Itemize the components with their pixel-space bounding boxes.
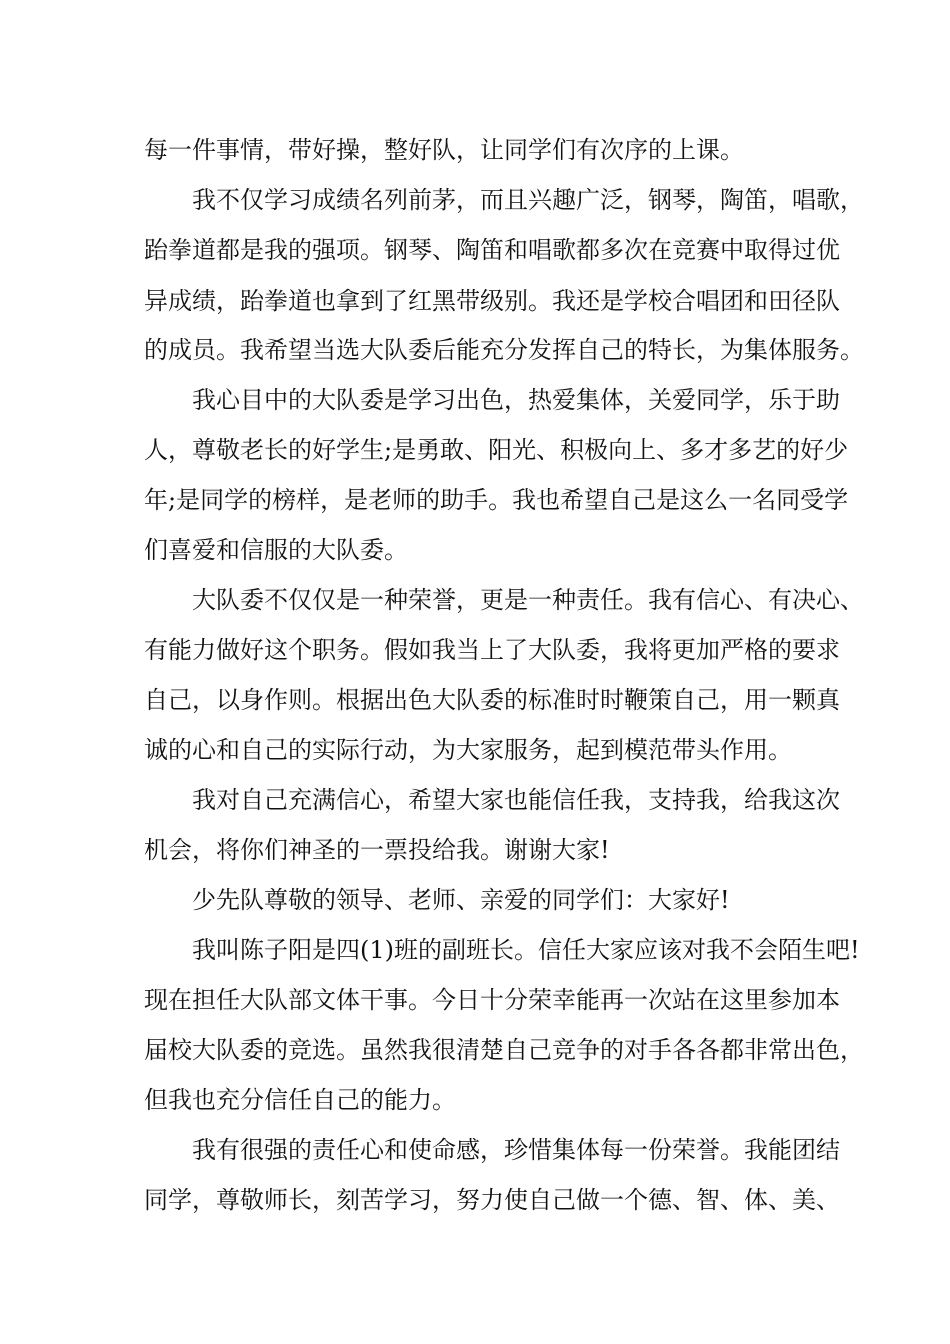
text-line: 有能力做好这个职务。假如我当上了大队委，我将更加严格的要求 — [144, 636, 840, 664]
text-line: 现在担任大队部文体干事。今日十分荣幸能再一次站在这里参加本 — [144, 986, 840, 1014]
paragraph-first-line: 大队委不仅仅是一种荣誉，更是一种责任。我有信心、有决心、 — [192, 586, 864, 614]
text-line: 的成员。我希望当选大队委后能充分发挥自己的特长，为集体服务。 — [144, 336, 864, 364]
paragraph-first-line: 我不仅学习成绩名列前茅，而且兴趣广泛，钢琴，陶笛，唱歌， — [192, 186, 864, 214]
paragraph-first-line: 少先队尊敬的领导、老师、亲爱的同学们：大家好! — [192, 886, 730, 914]
paragraph-first-line: 我有很强的责任心和使命感，珍惜集体每一份荣誉。我能团结 — [192, 1136, 840, 1164]
text-line: 年;是同学的榜样，是老师的助手。我也希望自己是这么一名同受学 — [144, 486, 849, 514]
text-line: 人，尊敬老长的好学生;是勇敢、阳光、积极向上、多才多艺的好少 — [144, 436, 849, 464]
text-line: 届校大队委的竞选。虽然我很清楚自己竞争的对手各各都非常出色， — [144, 1036, 864, 1064]
paragraph-first-line: 我心目中的大队委是学习出色，热爱集体，关爱同学，乐于助 — [192, 386, 840, 414]
text-line: 们喜爱和信服的大队委。 — [144, 536, 408, 564]
text-line: 异成绩，跆拳道也拿到了红黑带级别。我还是学校合唱团和田径队 — [144, 287, 840, 315]
text-line: 机会，将你们神圣的一票投给我。谢谢大家! — [144, 836, 610, 864]
text-line: 跆拳道都是我的强项。钢琴、陶笛和唱歌都多次在竞赛中取得过优 — [144, 236, 840, 264]
text-line: 但我也充分信任自己的能力。 — [144, 1086, 456, 1114]
text-line: 自己，以身作则。根据出色大队委的标准时时鞭策自己，用一颗真 — [144, 686, 840, 714]
paragraph-first-line: 我对自己充满信心，希望大家也能信任我，支持我，给我这次 — [192, 786, 840, 814]
text-line: 诚的心和自己的实际行动，为大家服务，起到模范带头作用。 — [144, 736, 792, 764]
text-line: 同学，尊敬师长，刻苦学习，努力使自己做一个德、智、体、美、 — [144, 1186, 840, 1214]
text-line: 每一件事情，带好操，整好队，让同学们有次序的上课。 — [144, 136, 744, 164]
paragraph-first-line: 我叫陈子阳是四(1)班的副班长。信任大家应该对我不会陌生吧! — [192, 936, 860, 964]
